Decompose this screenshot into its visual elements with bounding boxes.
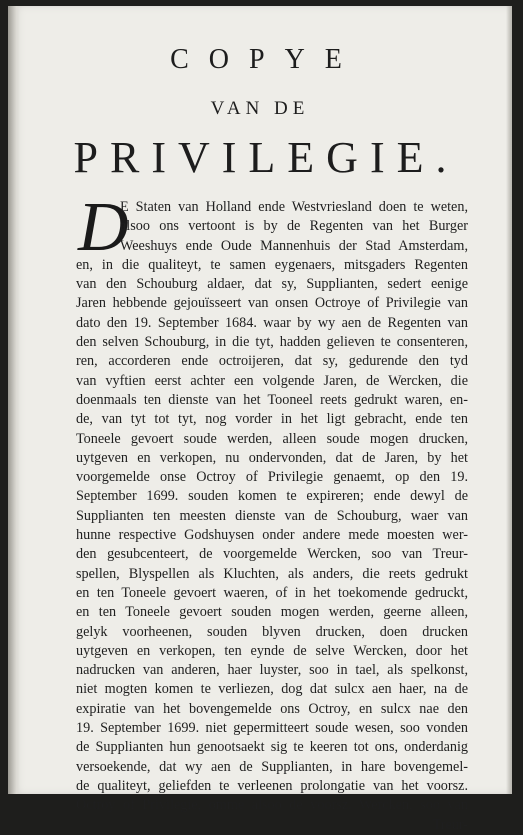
text-line: den gesubcenteert, de voorgemelde Wercken, soo van Treur- [76, 546, 468, 563]
drop-cap: D [78, 189, 129, 266]
text-line: voorgemelde onse Octroy of Privilegie genaemt, op den 19. [76, 469, 468, 486]
text-line: dato den 19. September 1684. waar by wy aen de Regenten van [76, 314, 468, 331]
text-line: Treur- [432, 816, 468, 833]
text-line: de, van tyt tot tyt, nog vorder in het ligt gebracht, ende ten [76, 411, 468, 428]
text-line: den selven Schouburg, in die tyt, hadden gelieven te consenteren, [76, 334, 468, 351]
title-line-privilegie: PRIVILEGIE. [73, 133, 459, 182]
text-line: Octroy of Privilegie, omme alsoo de voorsz. Wercken, soo van [76, 797, 468, 814]
body-text [76, 198, 468, 835]
text-line: doenmaals ten dienste van het Tooneel reets gedrukt waren, en- [76, 391, 468, 408]
text-line: Supplianten ten meesten dienste van de Schouburg, waer van [76, 507, 468, 524]
text-line: hunne respective Godshuysen onder andere mede moesten wer- [76, 527, 468, 544]
text-line: E Staten van Holland ende Westvriesland doen te weten, [120, 199, 468, 215]
text-line: spellen, Blyspellen als Kluchten, als anders, die reets gedrukt [76, 565, 468, 582]
text-line: uytgeven en verkopen, ten eynde de selve Wercken, door het [76, 642, 468, 659]
text-line: expiratie van het bovengemelde ons Octroy, en sulcx nae den [76, 700, 468, 717]
text-line: Toneele gevoert soude werden, alleen soude mogen drucken, [76, 430, 468, 447]
text-line: versoekende, dat wy aen de Supplianten, in hare bovengemel- [76, 758, 468, 775]
text-line: en ten Toneele gevoert waeren, of in het toekomende gedruckt, [76, 584, 468, 601]
text-line: 19. September 1699. niet gepermitteert soude wesen, soo vonden [76, 720, 468, 737]
text-line: en, in die qualiteyt, te samen eygenaers, mitsgaders Regenten [76, 256, 468, 273]
text-line: de Supplianten hun genootsaekt sig te keeren tot ons, onderdanig [76, 739, 468, 756]
text-line: de qualiteyt, geliefden te verleenen prolongatie van het voorsz. [76, 777, 468, 794]
text-line: uytgeven en verkopen, nu ondervonden, dat de Jaren, by het [76, 449, 468, 466]
text-line: September 1699. souden komen te expireren; ende dewyl de [76, 488, 468, 505]
page-gutter-shadow [8, 6, 20, 794]
text-line: nadrucken van anderen, haer luyster, soo in tael, als spelkonst, [76, 662, 468, 679]
book-page [8, 6, 512, 833]
text-line: niet mogten komen te verliezen, dog dat sulcx aen haer, na de [76, 681, 468, 698]
title-line-van-de: VAN DE [210, 98, 310, 119]
text-line: ren, accorderen ende octroijeren, dat sy, gedurende den tyd [76, 353, 468, 370]
text-line: van den Schouburg aldaer, dat sy, Supplianten, sedert eenige [76, 276, 468, 293]
text-line: Weeshuys ende Oude Mannenhuis der Stad Amsterdam, [120, 237, 468, 254]
text-line: alsoo ons vertoont is by de Regenten van het Burger [120, 218, 468, 235]
text-line: van vyftien eerst achter een volgende Jaren, de Wercken, die [76, 372, 468, 389]
title-line-copye: COPYE [170, 44, 362, 75]
text-line: gelyk voorheenen, souden blyven drucken, doen drucken [76, 623, 468, 640]
text-line: Jaren hebbende gejouïsseert van onsen Octroye of Privilegie van [76, 295, 468, 312]
page-edge [506, 6, 512, 794]
text-line: en ten Toneele gevoert souden mogen werden, geerne alleen, [76, 604, 468, 621]
